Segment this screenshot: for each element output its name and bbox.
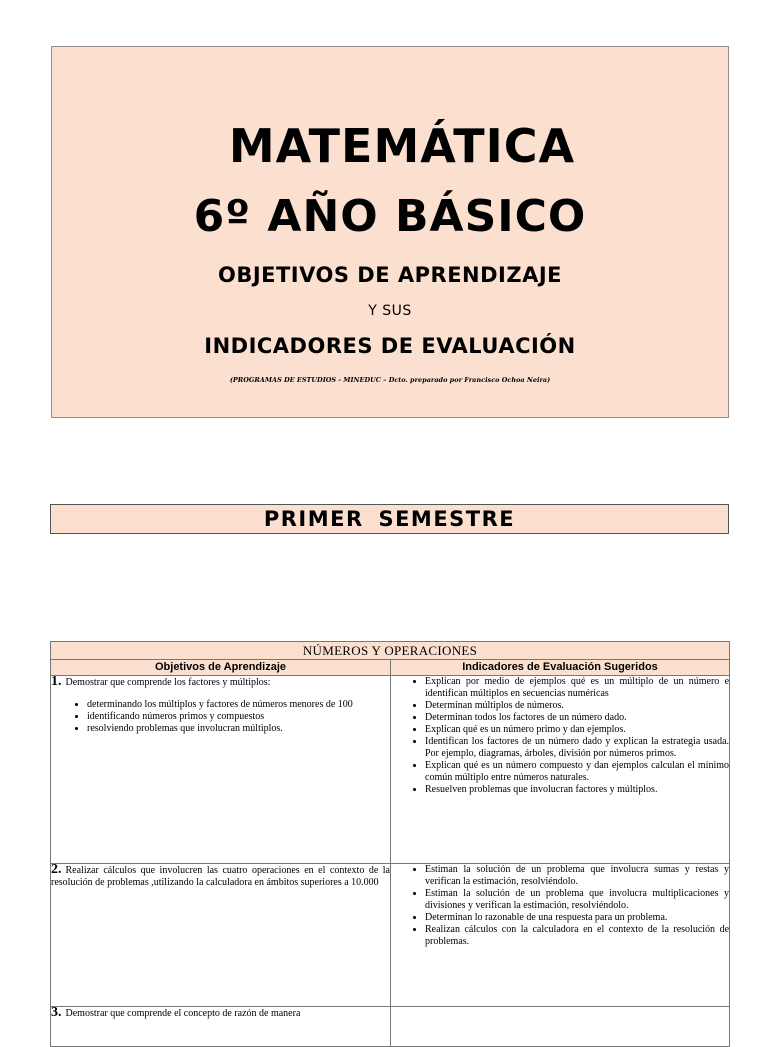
list-item: • Explican qué es un número compuesto y dan ejemplos calculan el mínimo común múltiplo entre números naturales. xyxy=(425,760,729,784)
subject-title: MATEMÁTICA xyxy=(228,119,576,173)
cover-title-box xyxy=(51,46,729,418)
column-header-indicators: Indicadores de Evaluación Sugeridos xyxy=(391,660,730,676)
list-item: • Estiman la solución de un problema que involucra sumas y restas y verifican la estimación, resolviéndolo. xyxy=(425,864,729,888)
objective-text: Demostrar que comprende los factores y múltiplos: xyxy=(65,677,271,688)
indicators-list xyxy=(391,676,729,796)
list-item: • Realizan cálculos con la calculadora en el contexto de la resolución de problemas. xyxy=(425,924,729,948)
objective-cell xyxy=(51,676,391,864)
objective-text: Demostrar que comprende el concepto de razón de manera xyxy=(65,1008,301,1019)
list-item: • Explican por medio de ejemplos qué es un múltiplo de un número e identifican múltiplos en secuencias numéricas xyxy=(425,676,729,700)
list-item: • Determinan todos los factores de un número dado. xyxy=(425,712,729,724)
indicators-cell xyxy=(391,676,730,864)
section-header: NÚMEROS Y OPERACIONES xyxy=(51,642,730,660)
objective-number: 1. xyxy=(51,674,62,689)
objective-number: 2. xyxy=(51,862,62,877)
objective-text: Realizar cálculos que involucren las cuatro operaciones en el contexto de la resolución de problemas ,utilizando la calculadora en ámbitos superiores a 10.000 xyxy=(51,865,390,888)
list-item: • determinando los múltiplos y factores de números menores de 100 xyxy=(87,699,390,711)
objective-cell xyxy=(51,864,391,1007)
list-item: • identificando números primos y compuestos xyxy=(87,711,390,723)
indicators-cell xyxy=(391,1007,730,1047)
objective-cell xyxy=(51,1007,391,1047)
list-item: • Identifican los factores de un número dado y explican la estrategia usada. Por ejemplo, diagramas, árboles, división por números primos. xyxy=(425,736,729,760)
list-item: • Estiman la solución de un problema que involucra multiplicaciones y divisiones y verifican la estimación, resolviéndolo. xyxy=(425,888,729,912)
list-item: • resolviendo problemas que involucran múltiplos. xyxy=(87,723,390,735)
indicators-cell xyxy=(391,864,730,1007)
objective-number: 3. xyxy=(51,1005,62,1020)
curriculum-table xyxy=(50,641,730,1047)
table-row xyxy=(51,1007,730,1047)
indicators-list xyxy=(391,864,729,948)
table-row xyxy=(51,676,730,864)
grade-title: 6º AÑO BÁSICO xyxy=(193,191,587,242)
connector-text: Y SUS xyxy=(368,303,412,319)
column-header-objectives: Objetivos de Aprendizaje xyxy=(51,660,391,676)
list-item: • Resuelven problemas que involucran factores y múltiplos. xyxy=(425,784,729,796)
list-item: • Explican qué es un número primo y dan ejemplos. xyxy=(425,724,729,736)
list-item: • Determinan múltiplos de números. xyxy=(425,700,729,712)
list-item: • Determinan lo razonable de una respuesta para un problema. xyxy=(425,912,729,924)
table-row xyxy=(51,864,730,1007)
objective-sub-list xyxy=(51,699,390,735)
objectives-heading: OBJETIVOS DE APRENDIZAJE xyxy=(217,263,563,287)
semester-heading: PRIMER SEMESTRE xyxy=(50,504,729,534)
indicators-heading: INDICADORES DE EVALUACIÓN xyxy=(204,334,576,358)
source-note: (PROGRAMAS DE ESTUDIOS - MINEDUC – Dcto. preparado por Francisco Ochoa Neira) xyxy=(229,376,551,384)
